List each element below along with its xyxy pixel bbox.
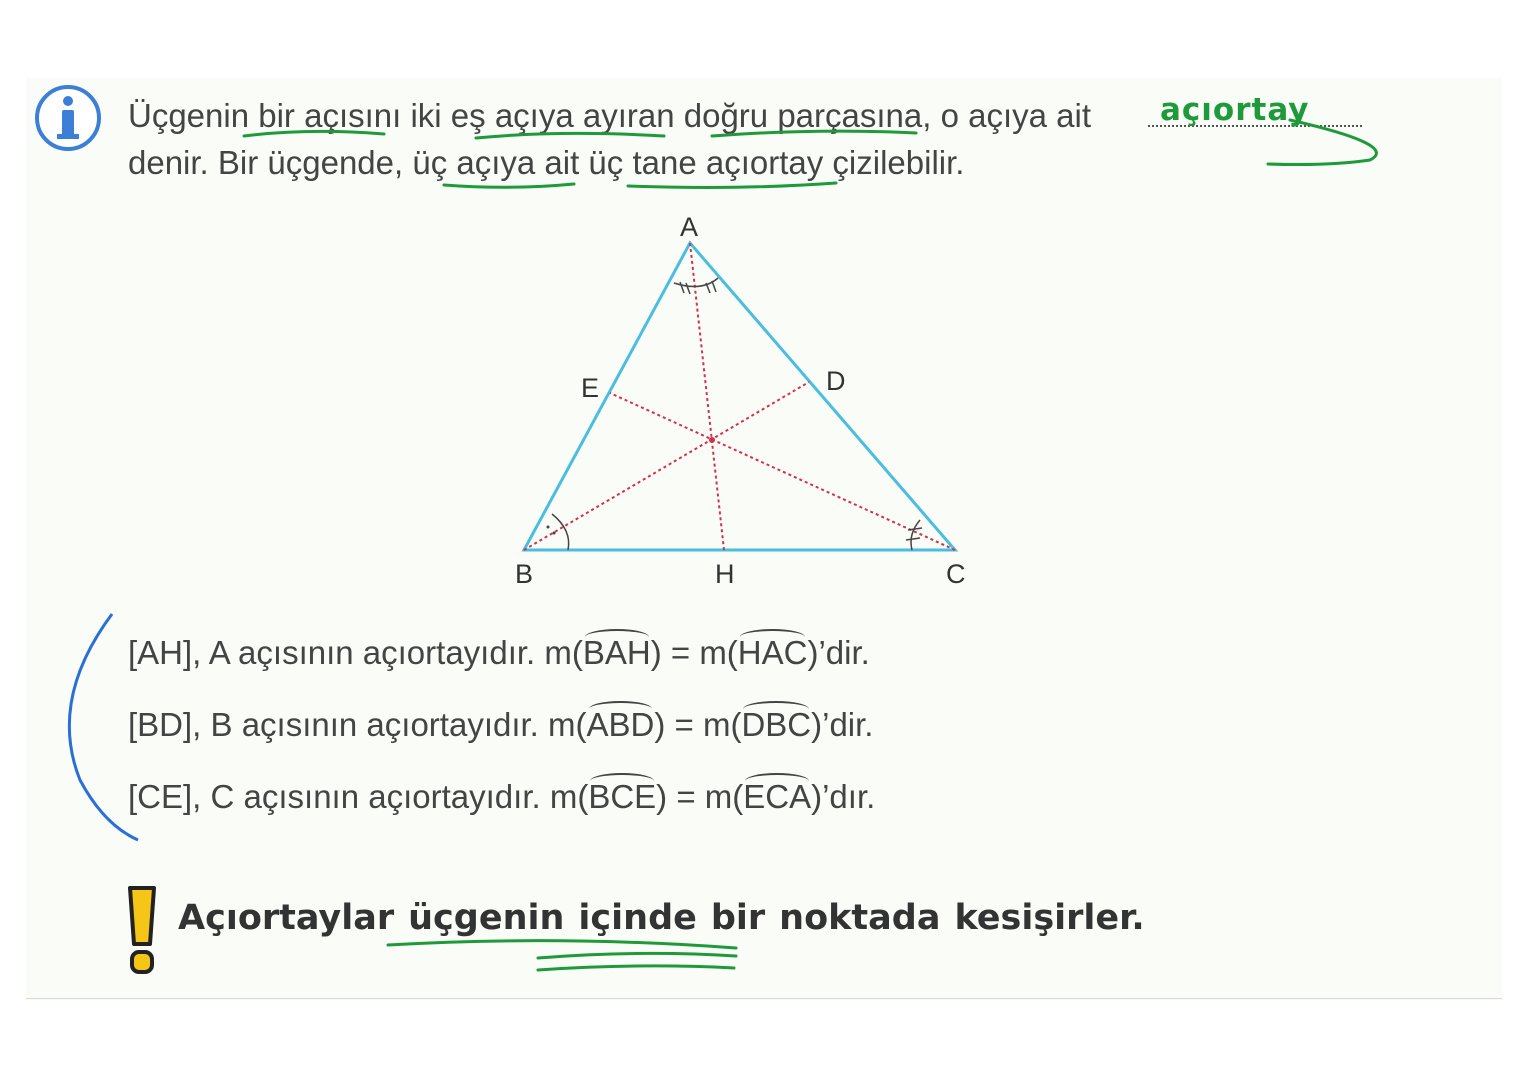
label-a: A bbox=[680, 212, 699, 242]
definition-line-2: denir. Bir üçgende, üç açıya ait üç tane açıortay çizilebilir. bbox=[128, 144, 965, 181]
statement-bd bbox=[128, 706, 873, 744]
statement-text: [CE], C açısının açıortayıdır. m( bbox=[128, 778, 589, 815]
angle-notation: ECA bbox=[743, 778, 812, 815]
underline-ucgenin-icinde-2 bbox=[538, 953, 736, 958]
underline-es-aciya bbox=[476, 133, 664, 138]
underline-uc-tane-aciortay bbox=[628, 183, 836, 187]
key-fact-word: üçgenin bbox=[408, 898, 565, 938]
angle-notation: DBC bbox=[741, 706, 812, 743]
label-c: C bbox=[946, 559, 966, 589]
green-underlines bbox=[244, 120, 1376, 970]
underline-bir-acisini bbox=[244, 131, 384, 136]
bisector-bd bbox=[524, 382, 809, 550]
label-e: E bbox=[581, 373, 600, 403]
angle-mark-c bbox=[911, 520, 920, 550]
statement-ah bbox=[128, 634, 870, 672]
underline-dogru-parcasina bbox=[712, 131, 916, 136]
underline-ucgenin-icinde bbox=[388, 941, 736, 948]
exclamation-icon bbox=[124, 882, 160, 978]
key-fact-word: noktada bbox=[779, 898, 941, 938]
statement-text: ) = m( bbox=[656, 778, 744, 815]
definition-line-1: Üçgenin bir açısını iki eş açıya ayıran doğru parçasına, o açıya ait bbox=[128, 97, 1091, 134]
key-fact bbox=[178, 898, 1159, 938]
handwritten-answer: açıortay bbox=[1160, 92, 1310, 128]
triangle-diagram bbox=[515, 212, 966, 589]
statement-text: ) = m( bbox=[650, 634, 738, 671]
label-h: H bbox=[715, 559, 735, 589]
key-fact-word: kesişirler. bbox=[954, 898, 1145, 938]
underline-uc-aciya bbox=[444, 184, 574, 187]
label-d: D bbox=[826, 366, 846, 396]
statement-text: )’dir. bbox=[807, 634, 870, 671]
statement-text: [AH], A açısının açıortayıdır. m( bbox=[128, 634, 583, 671]
incenter-point bbox=[709, 437, 715, 443]
statement-text: )’dır. bbox=[811, 778, 876, 815]
underline-aciortay-note bbox=[1268, 120, 1376, 165]
bisector-ah bbox=[690, 243, 724, 550]
statement-ce bbox=[128, 778, 875, 816]
key-fact-word: içinde bbox=[578, 898, 697, 938]
label-b: B bbox=[515, 559, 534, 589]
statement-text: ) = m( bbox=[654, 706, 742, 743]
angle-notation: BAH bbox=[582, 634, 651, 671]
underline-ucgenin-icinde-3 bbox=[538, 966, 734, 970]
bisector-ce bbox=[610, 393, 955, 550]
statement-text: )’dir. bbox=[811, 706, 874, 743]
angle-notation: HAC bbox=[737, 634, 808, 671]
key-fact-word: Açıortaylar bbox=[178, 898, 395, 938]
statement-text: [BD], B açısının açıortayıdır. m( bbox=[128, 706, 587, 743]
angle-notation: BCE bbox=[588, 778, 657, 815]
angle-notation: ABD bbox=[586, 706, 655, 743]
key-fact-word: bir bbox=[710, 898, 766, 938]
